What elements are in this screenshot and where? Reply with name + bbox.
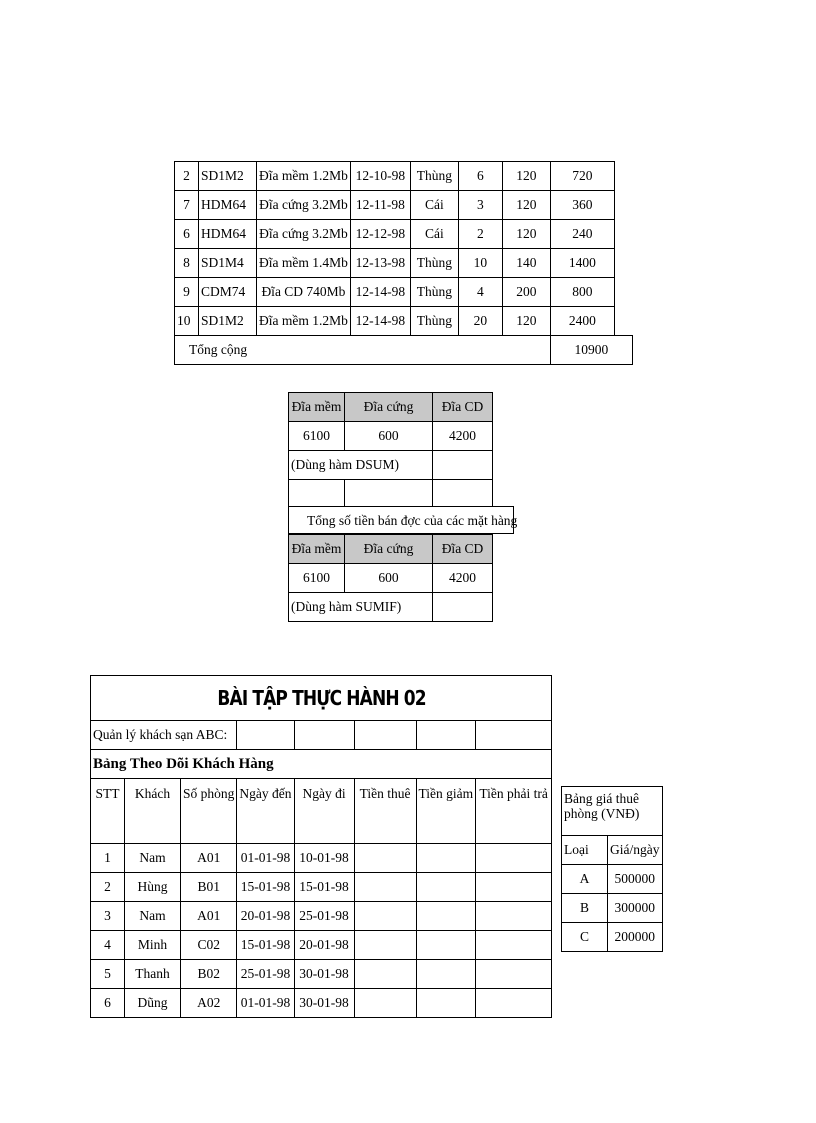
header-floppy: Đĩa mềm: [289, 535, 345, 564]
empty-cell: [476, 844, 552, 873]
cell-name: Đĩa mềm 1.2Mb: [257, 307, 351, 336]
cell-amount: 720: [550, 162, 614, 191]
cell-qty: 4: [458, 278, 502, 307]
header-arrive: Ngày đến: [237, 779, 294, 844]
cell-room: A01: [181, 902, 237, 931]
dsum-summary-table: [288, 392, 493, 509]
table-row: [175, 249, 633, 278]
cell-code: CDM74: [199, 278, 257, 307]
empty-cell: [354, 844, 416, 873]
header-rent: Tiền thuê: [354, 779, 416, 844]
cell-code: SD1M4: [199, 249, 257, 278]
empty-cell: [476, 873, 552, 902]
empty-cell: [354, 902, 416, 931]
empty-cell: [614, 307, 632, 336]
note-row: [289, 451, 493, 480]
cell-qty: 3: [458, 191, 502, 220]
cell-type: B: [562, 894, 608, 923]
header-harddisk: Đĩa cứng: [345, 535, 433, 564]
cell-stt: 5: [91, 960, 125, 989]
cell-arrive: 01-01-98: [237, 844, 294, 873]
header-discount: Tiền giảm: [416, 779, 476, 844]
empty-cell: [354, 721, 416, 750]
cell-room: A02: [181, 989, 237, 1018]
empty-cell: [416, 960, 476, 989]
cell-arrive: 01-01-98: [237, 989, 294, 1018]
empty-cell: [614, 220, 632, 249]
empty-cell: [289, 480, 345, 509]
header-row: [289, 535, 493, 564]
cell-stt: 2: [175, 162, 199, 191]
cell-price: 120: [502, 162, 550, 191]
empty-cell: [476, 902, 552, 931]
cell-stt: 4: [91, 931, 125, 960]
value-harddisk: 600: [345, 564, 433, 593]
value-cd: 4200: [433, 422, 493, 451]
cell-arrive: 15-01-98: [237, 931, 294, 960]
company-row: [91, 721, 552, 750]
cell-arrive: 20-01-98: [237, 902, 294, 931]
cell-price: 120: [502, 307, 550, 336]
cell-qty: 2: [458, 220, 502, 249]
subtitle-row: [91, 750, 552, 779]
header-room: Số phòng: [181, 779, 237, 844]
table-row: [91, 902, 552, 931]
empty-cell: [433, 593, 493, 622]
cell-amount: 1400: [550, 249, 614, 278]
empty-cell: [294, 721, 354, 750]
cell-date: 12-11-98: [350, 191, 410, 220]
table-row: [175, 278, 633, 307]
empty-cell: [354, 960, 416, 989]
empty-cell: [416, 873, 476, 902]
header-total: Tiền phải trả: [476, 779, 552, 844]
cell-stt: 1: [91, 844, 125, 873]
cell-stt: 7: [175, 191, 199, 220]
cell-date: 12-13-98: [350, 249, 410, 278]
empty-cell: [614, 162, 632, 191]
cell-code: SD1M2: [199, 162, 257, 191]
cell-amount: 800: [550, 278, 614, 307]
cell-unit: Cái: [410, 191, 458, 220]
table-row: [562, 923, 663, 952]
sales-table: [174, 161, 633, 365]
cell-qty: 6: [458, 162, 502, 191]
cell-room: B02: [181, 960, 237, 989]
cell-type: A: [562, 865, 608, 894]
header-guest: Khách: [125, 779, 181, 844]
blank-row: [289, 480, 493, 509]
header-cd: Đĩa CD: [433, 393, 493, 422]
cell-name: Đĩa cứng 3.2Mb: [257, 191, 351, 220]
empty-cell: [416, 989, 476, 1018]
table-subtitle: Bảng Theo Dõi Khách Hàng: [91, 750, 552, 779]
cell-stt: 6: [91, 989, 125, 1018]
sumif-summary-table: [288, 534, 493, 622]
table-row: [175, 162, 633, 191]
table-row: [91, 960, 552, 989]
empty-cell: [416, 902, 476, 931]
cell-guest: Dũng: [125, 989, 181, 1018]
header-type: Loại: [562, 836, 608, 865]
cell-type: C: [562, 923, 608, 952]
cell-date: 12-14-98: [350, 278, 410, 307]
value-floppy: 6100: [289, 564, 345, 593]
cell-stt: 6: [175, 220, 199, 249]
value-row: [289, 422, 493, 451]
table-row: [562, 865, 663, 894]
cell-guest: Thanh: [125, 960, 181, 989]
value-cd: 4200: [433, 564, 493, 593]
cell-name: Đĩa cứng 3.2Mb: [257, 220, 351, 249]
room-price-table: [561, 786, 663, 952]
cell-stt: 2: [91, 873, 125, 902]
empty-cell: [614, 249, 632, 278]
cell-leave: 30-01-98: [294, 960, 354, 989]
table-row: [91, 873, 552, 902]
cell-code: HDM64: [199, 220, 257, 249]
value-row: [289, 564, 493, 593]
cell-name: Đĩa CD 740Mb: [257, 278, 351, 307]
header-row: [562, 836, 663, 865]
header-stt: STT: [91, 779, 125, 844]
table-row: [175, 307, 633, 336]
cell-price: 500000: [608, 865, 663, 894]
note-row: [289, 593, 493, 622]
cell-amount: 2400: [550, 307, 614, 336]
cell-stt: 8: [175, 249, 199, 278]
cell-room: B01: [181, 873, 237, 902]
table-row: [175, 220, 633, 249]
header-cd: Đĩa CD: [433, 535, 493, 564]
cell-leave: 15-01-98: [294, 873, 354, 902]
empty-cell: [416, 844, 476, 873]
cell-arrive: 25-01-98: [237, 960, 294, 989]
page-title: BÀI TẬP THỰC HÀNH 02: [125, 676, 517, 721]
cell-unit: Thùng: [410, 307, 458, 336]
cell-price: 120: [502, 220, 550, 249]
empty-cell: [476, 960, 552, 989]
cell-room: C02: [181, 931, 237, 960]
cell-guest: Hùng: [125, 873, 181, 902]
table-row: [91, 989, 552, 1018]
dsum-note: (Dùng hàm DSUM): [289, 451, 433, 480]
cell-leave: 25-01-98: [294, 902, 354, 931]
cell-date: 12-14-98: [350, 307, 410, 336]
cell-unit: Thùng: [410, 278, 458, 307]
table-row: [91, 844, 552, 873]
cell-price: 140: [502, 249, 550, 278]
header-leave: Ngày đi: [294, 779, 354, 844]
header-harddisk: Đĩa cứng: [345, 393, 433, 422]
cell-qty: 20: [458, 307, 502, 336]
cell-stt: 9: [175, 278, 199, 307]
cell-guest: Minh: [125, 931, 181, 960]
cell-price: 200000: [608, 923, 663, 952]
cell-arrive: 15-01-98: [237, 873, 294, 902]
table-row: [91, 931, 552, 960]
empty-cell: [476, 721, 552, 750]
empty-cell: [614, 191, 632, 220]
cell-unit: Thùng: [410, 249, 458, 278]
cell-stt: 3: [91, 902, 125, 931]
value-floppy: 6100: [289, 422, 345, 451]
title-row: [91, 676, 552, 721]
empty-cell: [433, 480, 493, 509]
empty-cell: [354, 931, 416, 960]
cell-name: Đĩa mềm 1.4Mb: [257, 249, 351, 278]
cell-guest: Nam: [125, 844, 181, 873]
cell-code: HDM64: [199, 191, 257, 220]
cell-amount: 360: [550, 191, 614, 220]
total-row: [175, 336, 633, 365]
cell-leave: 30-01-98: [294, 989, 354, 1018]
table-row: [562, 894, 663, 923]
price-title-row: [562, 787, 663, 836]
empty-cell: [476, 989, 552, 1018]
hotel-guest-table: [90, 675, 552, 1018]
cell-unit: Cái: [410, 220, 458, 249]
empty-cell: [476, 931, 552, 960]
sumif-note: (Dùng hàm SUMIF): [289, 593, 433, 622]
cell-leave: 10-01-98: [294, 844, 354, 873]
header-price: Giá/ngày: [608, 836, 663, 865]
cell-price: 120: [502, 191, 550, 220]
empty-cell: [345, 480, 433, 509]
cell-code: SD1M2: [199, 307, 257, 336]
empty-cell: [354, 989, 416, 1018]
header-row: [289, 393, 493, 422]
cell-unit: Thùng: [410, 162, 458, 191]
table-row: [175, 191, 633, 220]
cell-date: 12-12-98: [350, 220, 410, 249]
empty-cell: [416, 931, 476, 960]
cell-room: A01: [181, 844, 237, 873]
empty-cell: [354, 873, 416, 902]
total-value: 10900: [550, 336, 632, 365]
cell-qty: 10: [458, 249, 502, 278]
cell-date: 12-10-98: [350, 162, 410, 191]
cell-price: 200: [502, 278, 550, 307]
empty-cell: [416, 721, 476, 750]
cell-price: 300000: [608, 894, 663, 923]
header-floppy: Đĩa mềm: [289, 393, 345, 422]
total-sales-banner: Tổng số tiền bán đợc của các mặt hàng: [288, 506, 514, 534]
value-harddisk: 600: [345, 422, 433, 451]
empty-cell: [614, 278, 632, 307]
cell-guest: Nam: [125, 902, 181, 931]
cell-stt: 10: [175, 307, 199, 336]
cell-name: Đĩa mềm 1.2Mb: [257, 162, 351, 191]
cell-amount: 240: [550, 220, 614, 249]
empty-cell: [433, 451, 493, 480]
price-table-title: Bảng giá thuê phòng (VNĐ): [562, 787, 663, 836]
header-row: [91, 779, 552, 844]
company-name: Quản lý khách sạn ABC:: [91, 721, 237, 750]
empty-cell: [237, 721, 294, 750]
cell-leave: 20-01-98: [294, 931, 354, 960]
total-label: Tổng cộng: [175, 336, 551, 365]
